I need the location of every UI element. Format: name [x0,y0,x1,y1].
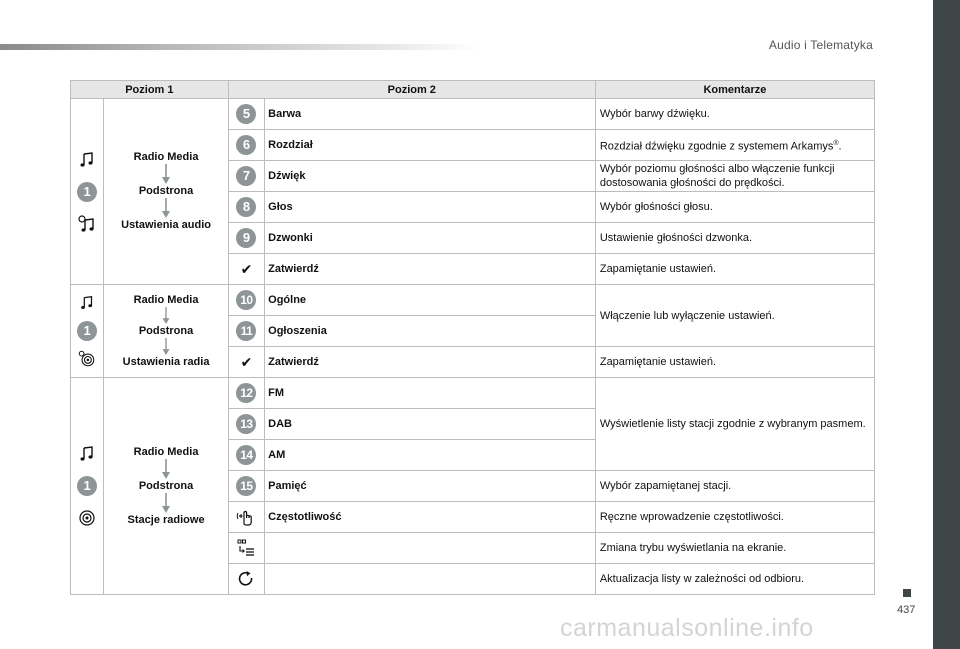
frequency-hand-icon [236,507,256,527]
row-label: FM [265,378,596,409]
header-comments: Komentarze [595,81,874,99]
nav-line-3: Ustawienia radia [122,355,210,368]
side-tab-bar [933,0,960,649]
level1-navigation-path [104,99,228,285]
nav-line-1: Radio Media [133,293,199,306]
row-badge-cell [228,409,264,440]
row-label: Częstotliwość [265,502,596,533]
level1-navigation-path [104,285,228,378]
row-badge-cell [228,440,264,471]
level1-icons-cell [71,99,104,285]
arrow-down-icon [161,164,171,185]
comment-end: . [838,140,842,153]
row-label: Barwa [265,99,596,130]
step-badge: 10 [236,290,256,310]
nav-line-1: Radio Media [133,445,199,458]
page-marker [903,589,911,597]
section-title: Audio i Telematyka [768,38,873,52]
row-label: AM [265,440,596,471]
row-comment: Włączenie lub wyłączenie ustawień. [595,285,874,347]
row-comment [595,130,874,161]
row-label: Ogłoszenia [265,316,596,347]
header-level1: Poziom 1 [71,81,229,99]
check-icon: ✔ [240,353,253,370]
table-row [71,378,875,409]
step-badge: 13 [236,414,256,434]
row-badge-cell [228,161,264,192]
row-label: Zatwierdź [265,347,596,378]
step-badge: 15 [236,476,256,496]
music-note-icon [77,150,97,170]
radio-settings-icon [78,350,96,368]
nav-line-2: Podstrona [138,479,194,492]
row-label: Ogólne [265,285,596,316]
arrow-down-icon [161,459,171,480]
level1-navigation-path [104,378,228,595]
step-badge: 12 [236,383,256,403]
row-icon-cell [228,254,264,285]
nav-line-3: Ustawienia audio [121,219,211,231]
nav-line-2: Podstrona [138,324,194,337]
row-badge-cell [228,378,264,409]
row-icon-cell [228,564,264,595]
registered-mark: ® [833,139,839,147]
row-comment: Wyświetlenie listy stacji zgodnie z wybranym pasmem. [595,378,874,471]
row-label: Dźwięk [265,161,596,192]
nav-line-3: Stacje radiowe [127,513,205,526]
row-label: DAB [265,409,596,440]
check-icon: ✔ [240,260,253,277]
music-settings-icon [77,214,97,234]
step-badge: 8 [236,197,256,217]
row-badge-cell [228,285,264,316]
row-label: Rozdział [265,130,596,161]
row-comment: Zapamiętanie ustawień. [595,254,874,285]
row-comment: Zapamiętanie ustawień. [595,347,874,378]
arrow-down-icon [161,198,171,219]
row-badge-cell [228,316,264,347]
row-icon-cell [228,533,264,564]
row-comment: Wybór barwy dźwięku. [595,99,874,130]
step-badge: 7 [236,166,256,186]
row-comment: Ustawienie głośności dzwonka. [595,223,874,254]
row-comment: Ręczne wprowadzenie częstotliwości. [595,502,874,533]
step-badge: 1 [77,182,97,202]
table-row [71,99,875,130]
row-label: Dzwonki [265,223,596,254]
arrow-down-icon [161,338,171,356]
row-badge-cell [228,471,264,502]
comment-text: Rozdział dźwięku zgodnie z systemem Arkamys [599,140,834,153]
arrow-down-icon [161,493,171,514]
radio-station-icon [77,508,97,528]
nav-line-2: Podstrona [138,185,194,197]
music-note-icon [77,444,97,464]
row-comment: Wybór poziomu głośności albo włączenie funkcji dostosowania głośności do prędkości. [595,161,874,192]
header-decorative-line [0,44,480,50]
table-header-row [71,81,875,99]
row-label: Pamięć [265,471,596,502]
table-row [71,285,875,316]
row-badge-cell [228,130,264,161]
step-badge: 5 [236,104,256,124]
nav-line-1: Radio Media [133,151,199,163]
music-note-icon [78,294,96,312]
display-mode-icon [236,538,256,558]
row-comment: Wybór głośności głosu. [595,192,874,223]
row-badge-cell [228,99,264,130]
header-level2: Poziom 2 [228,81,595,99]
step-badge: 6 [236,135,256,155]
level1-icons-cell [71,285,104,378]
arrow-down-icon [161,307,171,325]
row-comment: Aktualizacja listy w zależności od odbioru. [595,564,874,595]
step-badge: 14 [236,445,256,465]
page-number: 437 [897,604,916,616]
row-label [265,564,596,595]
row-badge-cell [228,192,264,223]
refresh-icon [236,569,256,589]
row-icon-cell [228,502,264,533]
row-icon-cell [228,347,264,378]
row-badge-cell [228,223,264,254]
row-label: Zatwierdź [265,254,596,285]
row-label [265,533,596,564]
step-badge: 11 [236,321,256,341]
row-comment: Wybór zapamiętanej stacji. [595,471,874,502]
watermark: carmanualsonline.info [560,614,814,642]
level1-icons-cell [71,378,104,595]
row-comment: Zmiana trybu wyświetlania na ekranie. [595,533,874,564]
settings-table [70,80,875,595]
step-badge: 9 [236,228,256,248]
row-label: Głos [265,192,596,223]
step-badge: 1 [77,321,97,341]
step-badge: 1 [77,476,97,496]
